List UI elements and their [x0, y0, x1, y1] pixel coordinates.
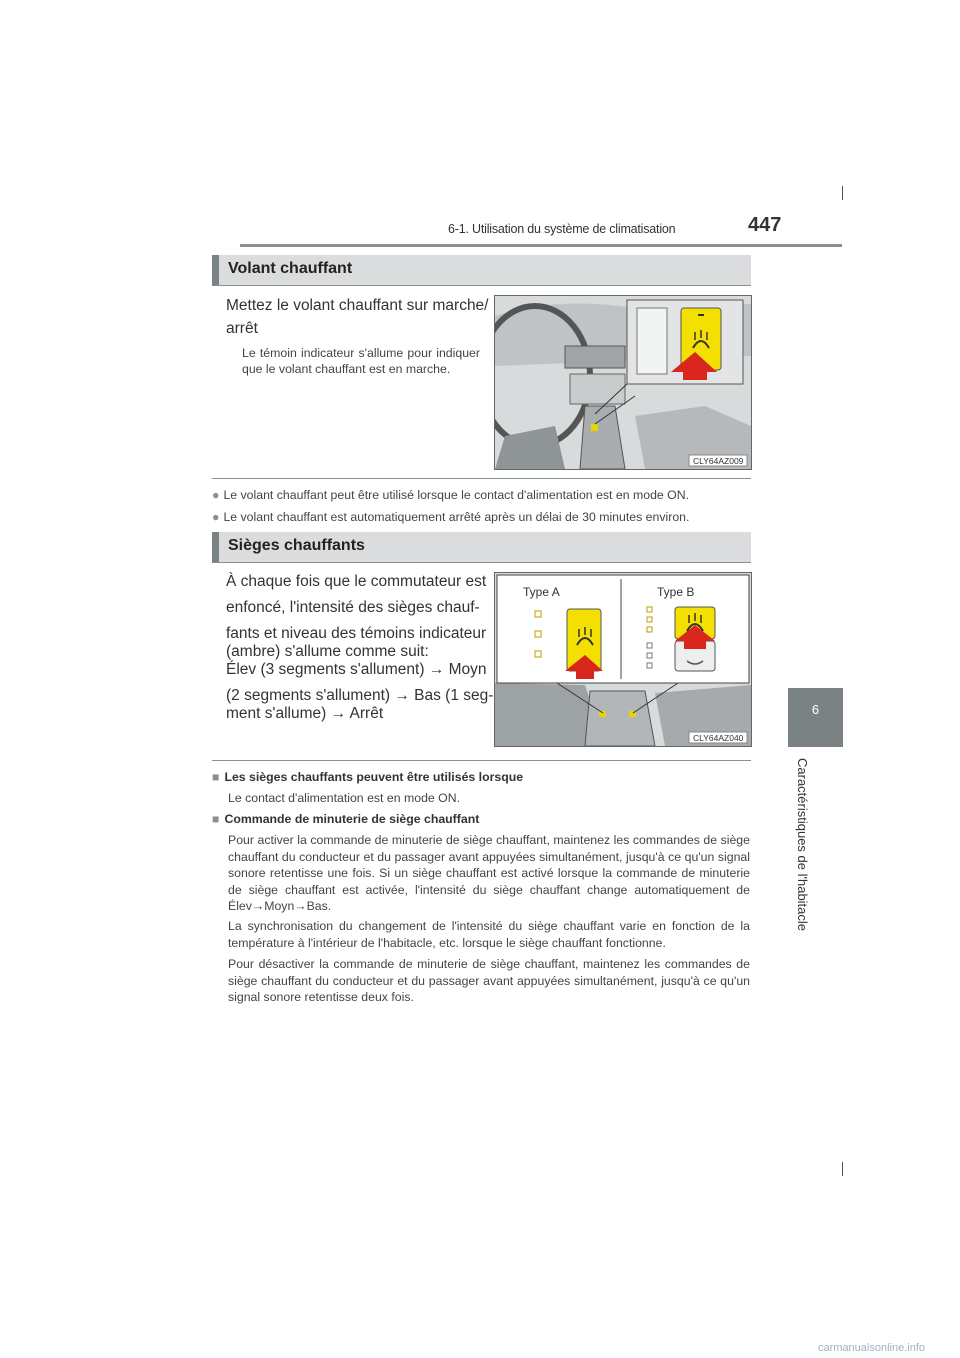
section-heading-sieges [212, 532, 751, 562]
type-b-label: Type B [657, 585, 695, 599]
page-number: 447 [748, 214, 782, 236]
heading-bar [212, 255, 219, 285]
figure-code: CLY64AZ009 [693, 456, 744, 466]
note-heading: ■ Les sièges chauffants peuvent être utilisés lorsque [212, 770, 524, 784]
figure-code: CLY64AZ040 [693, 733, 744, 743]
instruction-line: arrêt [226, 320, 258, 337]
body-line: ment s'allume) → Arrêt [226, 705, 384, 722]
note-paragraph: Le contact d'alimentation est en mode ON. [228, 791, 461, 805]
section-title: Sièges chauffants [228, 537, 365, 554]
instruction-detail: Le témoin indicateur s'allume pour indiquer que le volant chauffant est en marche. [242, 346, 480, 376]
body-line: (2 segments s'allument) → Bas (1 seg- [226, 687, 494, 704]
body-line: Élev (3 segments s'allument) → Moyn [226, 661, 487, 678]
separator [212, 760, 751, 761]
separator [212, 478, 751, 479]
chapter-number: 6 [811, 702, 820, 717]
section-title: Volant chauffant [228, 260, 353, 277]
steering-heater-figure [494, 295, 752, 470]
watermark: carmanualsonline.info [818, 1342, 926, 1354]
heading-rule [212, 562, 751, 563]
type-a-label: Type A [523, 585, 560, 599]
heading-bar [212, 532, 219, 562]
note-paragraph: La synchronisation du changement de l'intensité du siège chauffant varie en fonction de la température à l'intérieur de l'habitacle, etc. lorsque le siège chauffant fonctionne. [228, 919, 750, 950]
note-paragraph: Pour désactiver la commande de minuterie de siège chauffant, maintenez les commandes de siège chauffant du conducteur et du passager avant appuyées simultanément, jusqu'à ce qu'un signal sonore retentisse deux fois. [228, 957, 750, 1004]
chapter-label: Caractéristiques de l'habitacle [795, 758, 810, 932]
dashboard-illustration [495, 296, 751, 469]
body-line: À chaque fois que le commutateur est [226, 573, 487, 590]
body-line: fants et niveau des témoins indicateur [226, 625, 487, 642]
note-paragraph: Pour activer la commande de minuterie de siège chauffant, maintenez les commandes de siège chauffant du conducteur et du passager avant appuyées simultanément, jusqu'à ce qu'un signal sonore retentisse une fois. Si un siège chauffant est activé lorsque la commande de minuterie de siège chauffant est activée, l'intensité du siège chauffant change automatiquement de Élev→Moyn→Bas. [228, 833, 750, 913]
crop-mark-top [842, 186, 843, 200]
header-rule [240, 244, 842, 247]
body-line: enfoncé, l'intensité des sièges chauf- [226, 599, 480, 616]
bullet-item: ● Le volant chauffant peut être utilisé lorsque le contact d'alimentation est en mode ON. [212, 488, 690, 502]
bullet-item: ● Le volant chauffant est automatiquement arrêté après un délai de 30 minutes environ. [212, 510, 690, 524]
crop-mark-bottom [842, 1162, 843, 1176]
body-line: (ambre) s'allume comme suit: [226, 643, 429, 660]
instruction-line: Mettez le volant chauffant sur marche/ [226, 297, 489, 314]
seat-heater-figure [494, 572, 752, 747]
note-heading: ■ Commande de minuterie de siège chauffant [212, 812, 480, 826]
running-header-section: 6-1. Utilisation du système de climatisation [448, 222, 676, 236]
section-heading-volant [212, 255, 751, 285]
heading-rule [212, 285, 751, 286]
heater-indicator [591, 424, 598, 431]
